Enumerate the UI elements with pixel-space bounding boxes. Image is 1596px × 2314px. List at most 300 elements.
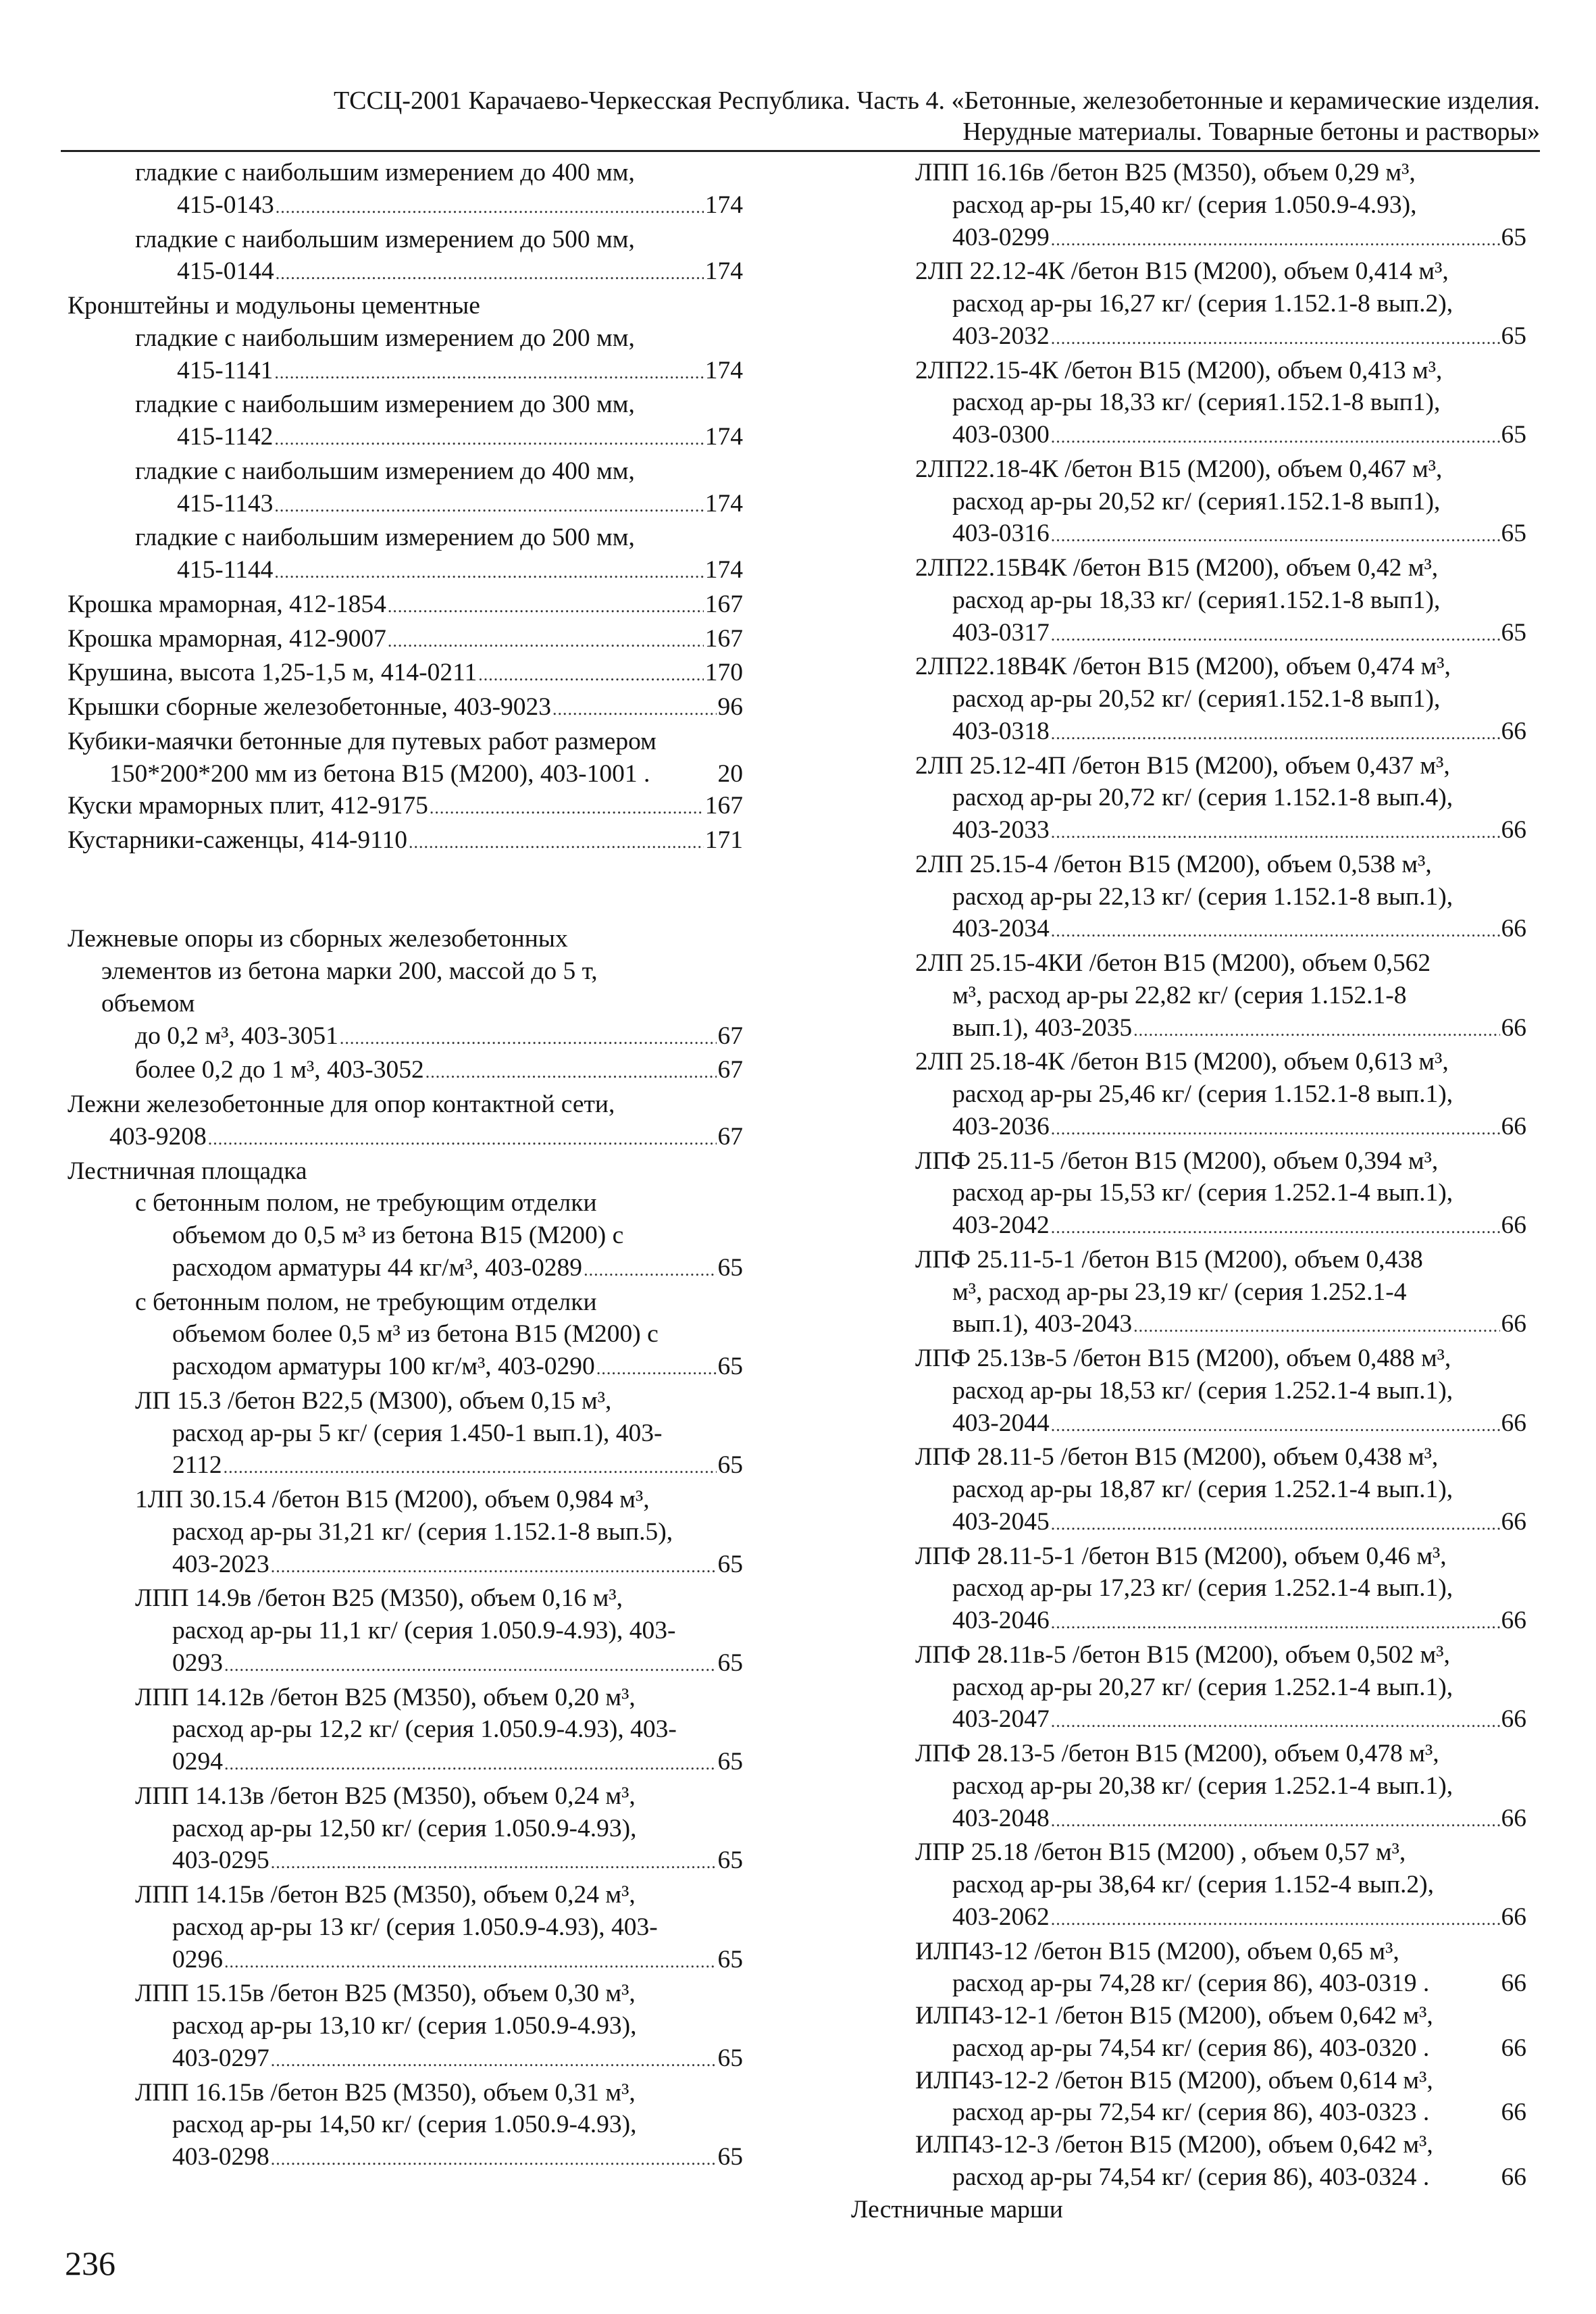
- dot-leader: [1051, 322, 1500, 355]
- entry-code: Крушина, высота 1,25-1,5 м, 414-0211: [68, 659, 478, 687]
- index-entry: [172, 1351, 743, 1385]
- entry-code: 415-0143: [177, 191, 274, 219]
- entry-code-row: [952, 913, 1526, 947]
- entry-code: 415-1144: [177, 556, 274, 584]
- entry-text-line: объемом до 0,5 м³ из бетона В15 (М200) с: [172, 1222, 624, 1249]
- dot-leader: [478, 659, 703, 691]
- page-ref: 65: [1501, 618, 1526, 647]
- entry-code: 403-2045: [952, 1507, 1050, 1536]
- entry-text-line: расход ар-ры 17,23 кг/ (серия 1.252.1-4 вып.1),: [952, 1574, 1453, 1603]
- entry-code: 403-0318: [952, 717, 1050, 745]
- entry-text-line: расход ар-ры 25,46 кг/ (серия 1.152.1-8 вып.1),: [952, 1080, 1453, 1108]
- index-entry: [952, 2096, 1526, 2129]
- index-entry: [68, 726, 743, 758]
- page-ref: 174: [704, 191, 743, 219]
- entry-text-line: расход ар-ры 12,2 кг/ (серия 1.050.9-4.93), 403-: [172, 1715, 677, 1744]
- entry-code: 403-0317: [952, 618, 1050, 647]
- page-ref: 65: [1501, 223, 1526, 251]
- page-ref: 65: [1501, 520, 1526, 548]
- index-entry: [915, 2065, 1526, 2097]
- entry-code: 403-2032: [952, 322, 1050, 350]
- entry-text-line: ИЛП43-12-1 /бетон В15 (М200), объем 0,642 м³,: [915, 2002, 1433, 2030]
- entry-text-line: ЛПФ 25.11-5-1 /бетон В15 (М200), объем 0,438: [915, 1245, 1423, 1274]
- page-ref: 66: [1501, 717, 1526, 745]
- index-entry: [952, 320, 1526, 355]
- entry-code: Крошка мраморная, 412-9007: [68, 624, 386, 653]
- index-entry: [952, 1506, 1526, 1540]
- page-ref: 66: [1501, 1112, 1526, 1140]
- index-entry: [952, 913, 1526, 947]
- page-ref: 167: [704, 624, 743, 653]
- blank-line: [68, 891, 743, 924]
- entry-code: расход ар-ры 74,54 кг/ (серия 86), 403-0320 .: [952, 2034, 1430, 2062]
- entry-text-line: ЛП 15.3 /бетон В22,5 (М300), объем 0,15 м³,: [135, 1386, 612, 1415]
- index-entry: [952, 1209, 1526, 1244]
- index-column-right: [851, 157, 1526, 2225]
- index-entry: [135, 1682, 743, 1714]
- entry-code: 2112: [172, 1451, 222, 1480]
- index-entry: [68, 1088, 743, 1121]
- page-ref: 66: [1501, 2098, 1526, 2127]
- index-entry: [952, 584, 1526, 617]
- index-entry: [172, 1746, 743, 1780]
- dot-leader: [274, 357, 703, 389]
- dot-leader: [274, 490, 703, 522]
- entry-text-line: гладкие с наибольшим измерением до 500 мм,: [135, 225, 635, 253]
- index-column-left: [68, 157, 743, 2175]
- index-entry: [135, 522, 743, 554]
- entry-code-row: [172, 2042, 743, 2077]
- index-entry: [915, 2129, 1526, 2161]
- index-entry: [952, 288, 1526, 320]
- entry-code-row: [952, 1803, 1526, 1837]
- index-entry: [101, 955, 743, 1020]
- entry-text-line: расход ар-ры 13,10 кг/ (серия 1.050.9-4.93),: [172, 2012, 637, 2040]
- entry-text-line: ЛПП 15.15в /бетон В25 (М350), объем 0,30 м³,: [135, 1980, 636, 2008]
- page-ref: 170: [704, 659, 743, 687]
- entry-text-line: 2ЛП22.15В4К /бетон В15 (М200), объем 0,42 м³,: [915, 554, 1439, 582]
- entry-code-row: [952, 2096, 1526, 2129]
- entry-code-row: [952, 419, 1526, 453]
- index-entry: [177, 189, 743, 224]
- index-entry: [68, 923, 743, 955]
- index-entry: [109, 758, 743, 790]
- page-ref: 67: [717, 1056, 743, 1084]
- dot-leader: [596, 1353, 717, 1385]
- entry-text-line: расход ар-ры 12,50 кг/ (серия 1.050.9-4.93),: [172, 1814, 637, 1842]
- index-entry: [952, 814, 1526, 849]
- entry-code: Куски мраморных плит, 412-9175: [68, 792, 428, 820]
- dot-leader: [1051, 1903, 1500, 1936]
- entry-text-line: с бетонным полом, не требующим отделки: [135, 1288, 597, 1316]
- index-entry: [915, 453, 1526, 486]
- page-ref: 174: [704, 423, 743, 451]
- entry-code-row: [952, 1407, 1526, 1442]
- blank-line: [68, 859, 743, 891]
- entry-code-row: [952, 715, 1526, 750]
- entry-code-row: [135, 1054, 743, 1088]
- entry-text-line: расход ар-ры 20,52 кг/ (серия1.152.1-8 вып1),: [952, 685, 1441, 713]
- index-entry: [952, 1770, 1526, 1803]
- index-entry: [952, 881, 1526, 913]
- index-entry: [109, 1121, 743, 1155]
- page-ref: 66: [1501, 1607, 1526, 1634]
- index-entry: [952, 419, 1526, 453]
- entry-code-row: [952, 1967, 1526, 2000]
- index-entry: [172, 1647, 743, 1682]
- entry-text-line: расход ар-ры 15,53 кг/ (серия 1.252.1-4 вып.1),: [952, 1179, 1453, 1207]
- entry-code-row: [135, 1020, 743, 1055]
- index-entry: [172, 2042, 743, 2077]
- entry-code: 0294: [172, 1748, 223, 1776]
- dot-leader: [271, 2044, 717, 2077]
- index-entry: [952, 1078, 1526, 1111]
- entry-text-line: 2ЛП22.15-4К /бетон В15 (М200), объем 0,413 м³,: [915, 356, 1443, 384]
- index-entry: [135, 1187, 743, 1219]
- index-entry: [177, 355, 743, 389]
- dot-leader: [426, 1056, 717, 1088]
- index-entry: [952, 486, 1526, 518]
- page-ref: 66: [1501, 1705, 1526, 1734]
- entry-text-line: 2ЛП 25.15-4 /бетон В15 (М200), объем 0,538 м³,: [915, 850, 1432, 878]
- entry-text-line: расход ар-ры 13 кг/ (серия 1.050.9-4.93), 403-: [172, 1913, 658, 1941]
- index-entry: [915, 355, 1526, 387]
- entry-text-line: расход ар-ры 18,33 кг/ (серия1.152.1-8 вып1),: [952, 388, 1441, 417]
- index-heading: Кронштейны и модульоны цементные: [68, 292, 480, 320]
- index-entry: [952, 2032, 1526, 2065]
- dot-leader: [274, 556, 703, 588]
- index-entry: [135, 1879, 743, 1911]
- index-entry: [68, 623, 743, 657]
- entry-text-line: гладкие с наибольшим измерением до 400 мм,: [135, 457, 635, 485]
- entry-text-line: ЛПФ 25.13в-5 /бетон В15 (М200), объем 0,488 м³,: [915, 1344, 1451, 1372]
- entry-code-row: [952, 1308, 1526, 1342]
- dot-leader: [584, 1254, 716, 1286]
- index-entry: [177, 421, 743, 455]
- index-entry: [915, 1738, 1526, 1770]
- dot-leader: [271, 2143, 717, 2175]
- entry-code: 415-1143: [177, 489, 274, 518]
- entry-text-line: расход ар-ры 20,52 кг/ (серия1.152.1-8 вып1),: [952, 487, 1441, 515]
- entry-text-line: элементов из бетона марки 200, массой до 5 т,: [101, 957, 598, 985]
- page-ref: 66: [1501, 1409, 1526, 1437]
- index-entry: [952, 617, 1526, 651]
- index-entry: [952, 2161, 1526, 2194]
- index-entry: [915, 1936, 1526, 1968]
- index-entry: [915, 2000, 1526, 2032]
- entry-text-line: с бетонным полом, не требующим отделки: [135, 1189, 597, 1217]
- entry-text-line: ЛПП 14.12в /бетон В25 (М350), объем 0,20 м³,: [135, 1683, 636, 1711]
- entry-text-line: расход ар-ры 38,64 кг/ (серия 1.152-4 вып.2),: [952, 1871, 1434, 1898]
- entry-text-line: гладкие с наибольшим измерением до 500 мм,: [135, 524, 635, 552]
- page-ref: 66: [1501, 1211, 1526, 1239]
- entry-code-row: [172, 1844, 743, 1879]
- index-entry: [952, 1901, 1526, 1936]
- entry-code: более 0,2 до 1 м³, 403-3052: [135, 1056, 424, 1084]
- page-ref: 66: [1501, 2163, 1526, 2191]
- entry-text-line: расход ар-ры 18,53 кг/ (серия 1.252.1-4 вып.1),: [952, 1376, 1453, 1405]
- entry-code-row: [177, 189, 743, 224]
- entry-text-line: гладкие с наибольшим измерением до 300 мм,: [135, 391, 635, 419]
- entry-code-row: [952, 1605, 1526, 1639]
- dot-leader: [1051, 421, 1500, 453]
- entry-text-line: м³, расход ар-ры 23,19 кг/ (серия 1.252.1-4: [952, 1278, 1407, 1306]
- index-entry: [952, 1308, 1526, 1342]
- entry-text-line: гладкие с наибольшим измерением до 400 мм,: [135, 159, 635, 186]
- index-entry: [135, 1582, 743, 1615]
- index-entry: [952, 1572, 1526, 1605]
- dot-leader: [224, 1748, 717, 1780]
- index-entry: [177, 255, 743, 290]
- entry-code: 403-2034: [952, 915, 1050, 943]
- entry-code-row: [177, 255, 743, 290]
- entry-code: до 0,2 м³, 403-3051: [135, 1022, 338, 1050]
- dot-leader: [1051, 1805, 1500, 1837]
- entry-text-line: расход ар-ры 5 кг/ (серия 1.450-1 вып.1), 403-: [172, 1419, 663, 1447]
- index-entry: [952, 980, 1526, 1012]
- index-entry: [915, 255, 1526, 288]
- dot-leader: [224, 1946, 717, 1978]
- entry-code: 415-1141: [177, 356, 274, 384]
- entry-text-line: расход ар-ры 14,50 кг/ (серия 1.050.9-4.93),: [172, 2111, 637, 2139]
- entry-code: вып.1), 403-2043: [952, 1310, 1133, 1338]
- index-entry: [135, 157, 743, 189]
- index-entry: [915, 849, 1526, 881]
- entry-text-line: ЛПП 14.13в /бетон В25 (М350), объем 0,24 м³,: [135, 1782, 636, 1810]
- page-ref: 174: [704, 489, 743, 518]
- entry-text-line: ЛПФ 28.11-5-1 /бетон В15 (М200), объем 0,46 м³,: [915, 1542, 1447, 1570]
- dot-leader: [224, 1451, 717, 1484]
- entry-code-row: [177, 355, 743, 389]
- entry-code: 403-2044: [952, 1409, 1050, 1437]
- page-ref: 65: [1501, 421, 1526, 449]
- dot-leader: [271, 1551, 717, 1583]
- index-entry: [68, 1155, 743, 1188]
- index-entry: [172, 1252, 743, 1286]
- page-ref: 65: [717, 1846, 743, 1875]
- entry-text-line: 2ЛП22.18-4К /бетон В15 (М200), объем 0,467 м³,: [915, 455, 1443, 483]
- index-entry: [952, 1012, 1526, 1047]
- dot-leader: [1051, 1705, 1500, 1738]
- dot-leader: [1051, 1211, 1500, 1244]
- dot-leader: [1051, 718, 1500, 750]
- index-entry: [952, 1803, 1526, 1837]
- index-entry: [68, 824, 743, 859]
- page-ref: 67: [717, 1122, 743, 1151]
- entry-code-row: [172, 1549, 743, 1583]
- dot-leader: [208, 1123, 717, 1155]
- index-entry: [915, 1540, 1526, 1573]
- page-ref: 67: [717, 1022, 743, 1050]
- entry-code-row: [952, 617, 1526, 651]
- index-heading: Лестничная площадка: [68, 1157, 307, 1185]
- index-entry: [172, 1944, 743, 1978]
- index-entry: [68, 790, 743, 824]
- entry-text-line: ЛПП 16.15в /бетон В25 (М350), объем 0,31 м³,: [135, 2078, 636, 2107]
- header-line-2: Нерудные материалы. Товарные бетоны и растворы»: [962, 118, 1540, 146]
- index-entry: [915, 651, 1526, 683]
- entry-text-line: расход ар-ры 22,13 кг/ (серия 1.152.1-8 вып.1),: [952, 882, 1453, 911]
- entry-text-line: ЛПФ 25.11-5 /бетон В15 (М200), объем 0,394 м³,: [915, 1147, 1439, 1175]
- entry-text-line: 2ЛП 25.12-4П /бетон В15 (М200), объем 0,437 м³,: [915, 751, 1450, 780]
- entry-text-line: 2ЛП 25.18-4К /бетон В15 (М200), объем 0,613 м³,: [915, 1048, 1449, 1076]
- index-entry: [172, 1813, 743, 1845]
- entry-code-row: [172, 1746, 743, 1780]
- index-entry: [135, 1780, 743, 1813]
- page-ref: 65: [717, 2143, 743, 2171]
- page-ref: 66: [1501, 1013, 1526, 1042]
- dot-leader: [1051, 1508, 1500, 1540]
- entry-code: Кустарники-саженцы, 414-9110: [68, 826, 407, 854]
- index-entry: [135, 1484, 743, 1516]
- entry-text-line: расход ар-ры 15,40 кг/ (серия 1.050.9-4.93),: [952, 191, 1417, 219]
- entry-text-line: ИЛП43-12 /бетон В15 (М200), объем 0,65 м³,: [915, 1937, 1399, 1965]
- index-entry: [952, 1671, 1526, 1704]
- page-ref: 65: [717, 1649, 743, 1677]
- page-ref: 65: [717, 1945, 743, 1973]
- entry-code-row: [952, 1209, 1526, 1244]
- index-entry: [915, 1145, 1526, 1178]
- entry-code-row: [68, 691, 743, 726]
- entry-text-line: расход ар-ры 20,27 кг/ (серия 1.252.1-4 вып.1),: [952, 1673, 1453, 1701]
- entry-code: 403-2023: [172, 1550, 269, 1578]
- entry-text-line: ЛПП 14.9в /бетон В25 (М350), объем 0,16 м³,: [135, 1584, 623, 1613]
- entry-code-row: [172, 1351, 743, 1385]
- index-entry: [135, 1385, 743, 1417]
- index-entry: [851, 2194, 1526, 2226]
- index-entry: [172, 1911, 743, 1944]
- header-line-1: ТССЦ-2001 Карачаево-Черкесская Республика. Часть 4. «Бетонные, железобетонные и керамические изделия.: [333, 86, 1540, 115]
- entry-code: расход ар-ры 74,28 кг/ (серия 86), 403-0319 .: [952, 1969, 1430, 1998]
- index-entry: [952, 1869, 1526, 1901]
- entry-code-row: [68, 790, 743, 824]
- entry-text-line: расход ар-ры 20,72 кг/ (серия 1.152.1-8 вып.4),: [952, 784, 1453, 812]
- entry-code-row: [172, 1647, 743, 1682]
- index-entry: [915, 552, 1526, 584]
- index-entry: [135, 1054, 743, 1088]
- entry-code: 0293: [172, 1649, 223, 1677]
- dot-leader: [1051, 1113, 1500, 1145]
- dot-leader: [340, 1022, 717, 1055]
- entry-text-line: ЛПФ 28.11-5 /бетон В15 (М200), объем 0,438 м³,: [915, 1443, 1439, 1472]
- index-entry: [135, 455, 743, 488]
- index-entry: [172, 1713, 743, 1746]
- entry-code-row: [109, 758, 743, 790]
- page-ref: 174: [704, 356, 743, 384]
- entry-code: 403-2033: [952, 816, 1050, 844]
- entry-code-row: [952, 2032, 1526, 2065]
- page-ref: 66: [1501, 1310, 1526, 1338]
- entry-code-row: [952, 1506, 1526, 1540]
- entry-text-line: расход ар-ры 20,38 кг/ (серия 1.252.1-4 вып.1),: [952, 1771, 1453, 1800]
- entry-code: 415-0144: [177, 257, 274, 286]
- dot-leader: [276, 257, 704, 290]
- entry-text-line: ЛПП 14.15в /бетон В25 (М350), объем 0,24 м³,: [135, 1881, 636, 1909]
- index-entry: [952, 683, 1526, 715]
- index-entry: [952, 1177, 1526, 1209]
- entry-text-line: ЛПФ 28.13-5 /бетон В15 (М200), объем 0,478 м³,: [915, 1740, 1439, 1767]
- entry-code: 403-0300: [952, 421, 1050, 449]
- entry-code: 415-1142: [177, 423, 274, 451]
- dot-leader: [388, 625, 704, 657]
- page-ref: 20: [717, 759, 743, 788]
- entry-text-line: расход ар-ры 31,21 кг/ (серия 1.152.1-8 вып.5),: [172, 1517, 673, 1546]
- dot-leader: [1051, 520, 1500, 552]
- entry-text-line: расход ар-ры 11,1 кг/ (серия 1.050.9-4.93), 403-: [172, 1617, 676, 1644]
- index-entry: [172, 1318, 743, 1351]
- index-entry: [952, 1375, 1526, 1407]
- index-entry: [135, 224, 743, 256]
- dot-leader: [1051, 816, 1500, 849]
- entry-code-row: [109, 1121, 743, 1155]
- entry-code-row: [952, 2161, 1526, 2194]
- entry-code: 403-2062: [952, 1903, 1050, 1931]
- page-ref: 65: [717, 1550, 743, 1578]
- entry-text-line: ЛПФ 28.11в-5 /бетон В15 (М200), объем 0,502 м³,: [915, 1640, 1450, 1669]
- index-entry: [172, 1417, 743, 1450]
- page-ref: 167: [704, 792, 743, 820]
- index-entry: [952, 189, 1526, 222]
- entry-code: расходом арматуры 44 кг/м³, 403-0289: [172, 1253, 583, 1282]
- index-entry: [952, 1967, 1526, 2000]
- entry-code-row: [952, 518, 1526, 552]
- dot-leader: [409, 826, 704, 859]
- index-entry: [952, 222, 1526, 256]
- page-ref: 66: [1501, 1969, 1526, 1998]
- page-ref: 65: [717, 1253, 743, 1282]
- dot-leader: [274, 423, 703, 455]
- page-ref: 66: [1501, 2034, 1526, 2062]
- entry-code-row: [177, 488, 743, 522]
- index-entry: [135, 2077, 743, 2109]
- index-entry: [952, 1276, 1526, 1309]
- entry-text-line: Лежневые опоры из сборных железобетонных: [68, 925, 568, 953]
- page-ref: 96: [717, 693, 743, 721]
- entry-code: Крышки сборные железобетонные, 403-9023: [68, 693, 552, 721]
- index-entry: [172, 1219, 743, 1252]
- page-ref: 66: [1501, 1804, 1526, 1832]
- entry-code: Крошка мраморная, 412-1854: [68, 590, 386, 618]
- dot-leader: [224, 1649, 717, 1682]
- entry-code: 403-0299: [952, 223, 1050, 251]
- index-entry: [135, 388, 743, 421]
- index-entry: [915, 157, 1526, 189]
- entry-code-row: [952, 814, 1526, 849]
- dot-leader: [430, 792, 704, 824]
- entry-code: 403-0295: [172, 1846, 269, 1875]
- page-ref: 65: [1501, 322, 1526, 350]
- entry-code: 403-9208: [109, 1122, 207, 1151]
- dot-leader: [271, 1846, 717, 1879]
- index-entry: [952, 782, 1526, 814]
- header-rule: [61, 150, 1540, 152]
- index-entry: [172, 1615, 743, 1647]
- entry-code-row: [172, 1944, 743, 1978]
- entry-code: 403-2036: [952, 1112, 1050, 1140]
- index-entry: [952, 1111, 1526, 1145]
- page-ref: 65: [717, 1353, 743, 1380]
- page-ref: 65: [717, 1451, 743, 1480]
- page-ref: 66: [1501, 915, 1526, 943]
- entry-text-line: 2ЛП 25.15-4КИ /бетон В15 (М200), объем 0,562: [915, 949, 1431, 977]
- index-entry: [952, 1605, 1526, 1639]
- dot-leader: [1051, 1607, 1500, 1639]
- index-entry: [68, 588, 743, 623]
- page-ref: 65: [717, 2044, 743, 2072]
- entry-text-line: Кубики-маячки бетонные для путевых работ размером: [68, 727, 657, 755]
- index-entry: [915, 1046, 1526, 1078]
- index-entry: [915, 1639, 1526, 1671]
